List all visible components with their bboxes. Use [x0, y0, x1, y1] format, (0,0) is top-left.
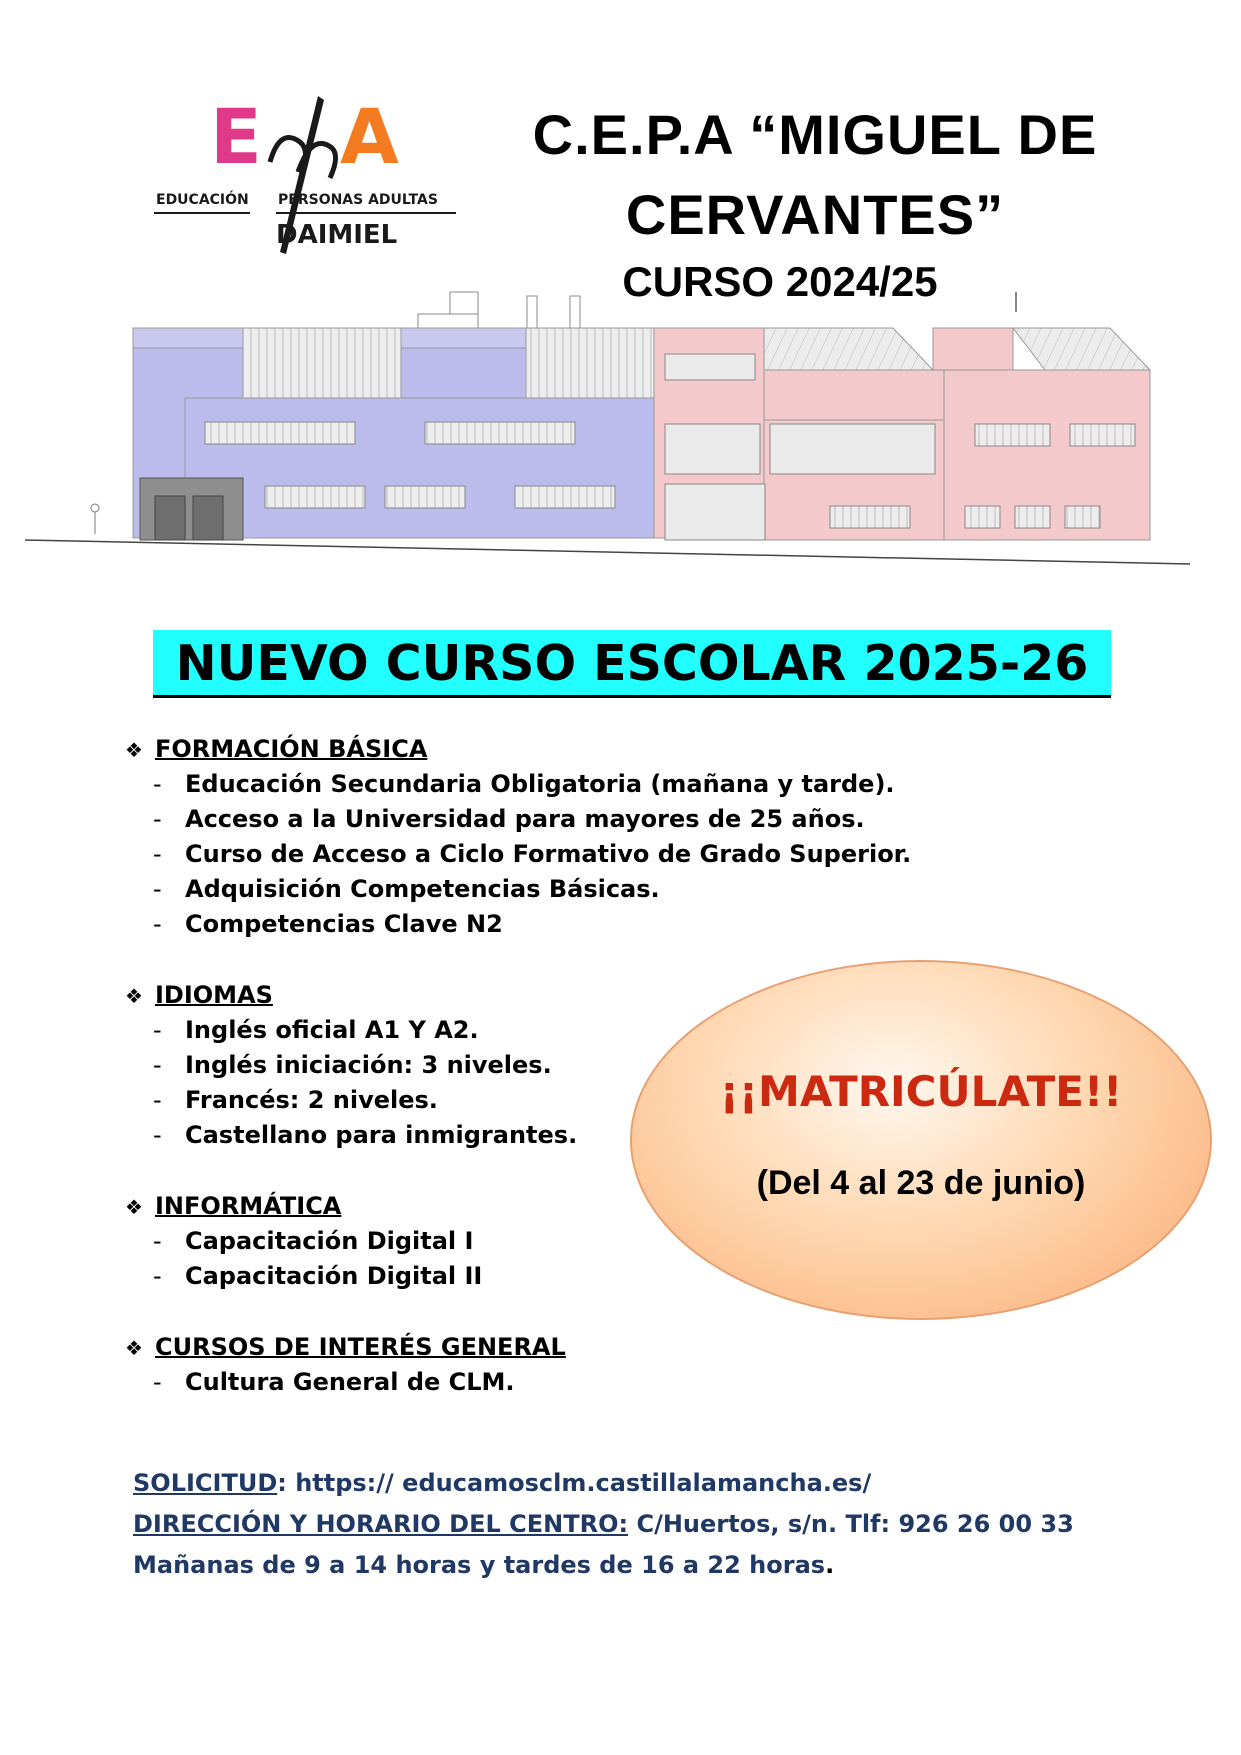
- direccion-line: [133, 1504, 1193, 1545]
- epa-logo: [150, 92, 460, 262]
- logo-city: DAIMIEL: [276, 220, 398, 250]
- enroll-dates: (Del 4 al 23 de junio): [756, 1164, 1086, 1202]
- list-item: - Competencias Clave N2: [153, 910, 503, 938]
- logo-right-text: PERSONAS ADULTAS: [278, 192, 438, 208]
- diamond-bullet-icon: ❖: [125, 738, 143, 762]
- list-item: - Francés: 2 niveles.: [153, 1086, 438, 1114]
- logo-letter-e: E: [210, 92, 262, 181]
- diamond-bullet-icon: ❖: [125, 1195, 143, 1219]
- section-heading: ❖ FORMACIÓN BÁSICA: [125, 732, 911, 767]
- logo-left-text: EDUCACIÓN: [156, 192, 249, 208]
- enroll-title: ¡¡MATRICÚLATE!!: [719, 1067, 1123, 1116]
- page-title: [470, 95, 1160, 255]
- list-item: - Capacitación Digital II: [153, 1262, 483, 1290]
- section-idiomas: [125, 978, 577, 1153]
- list-item: - Acceso a la Universidad para mayores de 25 años.: [153, 805, 865, 833]
- solicitud-label: SOLICITUD: [133, 1469, 278, 1497]
- section-heading: ❖ INFORMÁTICA: [125, 1189, 482, 1224]
- footer-info: [133, 1463, 1193, 1586]
- logo-letter-a: A: [340, 92, 399, 181]
- section-informatica: [125, 1189, 482, 1294]
- list-item: - Capacitación Digital I: [153, 1227, 474, 1255]
- horario-line: Mañanas de 9 a 14 horas y tardes de 16 a 22 horas.: [133, 1551, 835, 1579]
- list-item: - Castellano para inmigrantes.: [153, 1121, 578, 1149]
- title-line-2: CERVANTES”: [625, 183, 1005, 246]
- list-item: - Adquisición Competencias Básicas.: [153, 875, 660, 903]
- title-line-1: C.E.P.A “MIGUEL DE: [532, 103, 1098, 166]
- list-item: - Curso de Acceso a Ciclo Formativo de Grado Superior.: [153, 840, 912, 868]
- section-formacion-basica: [125, 732, 911, 942]
- section-cursos-interes: [125, 1330, 566, 1400]
- list-item: - Educación Secundaria Obligatoria (mañana y tarde).: [153, 770, 895, 798]
- diamond-bullet-icon: ❖: [125, 984, 143, 1008]
- direccion-text: C/Huertos, s/n. Tlf: 926 26 00 33: [636, 1510, 1074, 1538]
- diamond-bullet-icon: ❖: [125, 1336, 143, 1360]
- course-year: CURSO 2024/25: [622, 258, 938, 305]
- new-course-banner: NUEVO CURSO ESCOLAR 2025-26: [153, 630, 1111, 698]
- list-item: - Inglés oficial A1 Y A2.: [153, 1016, 479, 1044]
- direccion-label: DIRECCIÓN Y HORARIO DEL CENTRO:: [133, 1510, 629, 1538]
- horario-text: Mañanas de 9 a 14 horas y tardes de 16 a 22 horas: [133, 1551, 826, 1579]
- solicitud-line: SOLICITUD: https:// educamosclm.castillalamancha.es/: [133, 1469, 872, 1497]
- solicitud-link[interactable]: https:// educamosclm.castillalamancha.es/: [295, 1469, 872, 1497]
- enrollment-callout: [630, 960, 1212, 1320]
- building-illustration: [25, 282, 1205, 574]
- section-heading: ❖ IDIOMAS: [125, 978, 577, 1013]
- list-item: - Cultura General de CLM.: [153, 1368, 515, 1396]
- list-item: - Inglés iniciación: 3 niveles.: [153, 1051, 552, 1079]
- section-heading: ❖ CURSOS DE INTERÉS GENERAL: [125, 1330, 566, 1365]
